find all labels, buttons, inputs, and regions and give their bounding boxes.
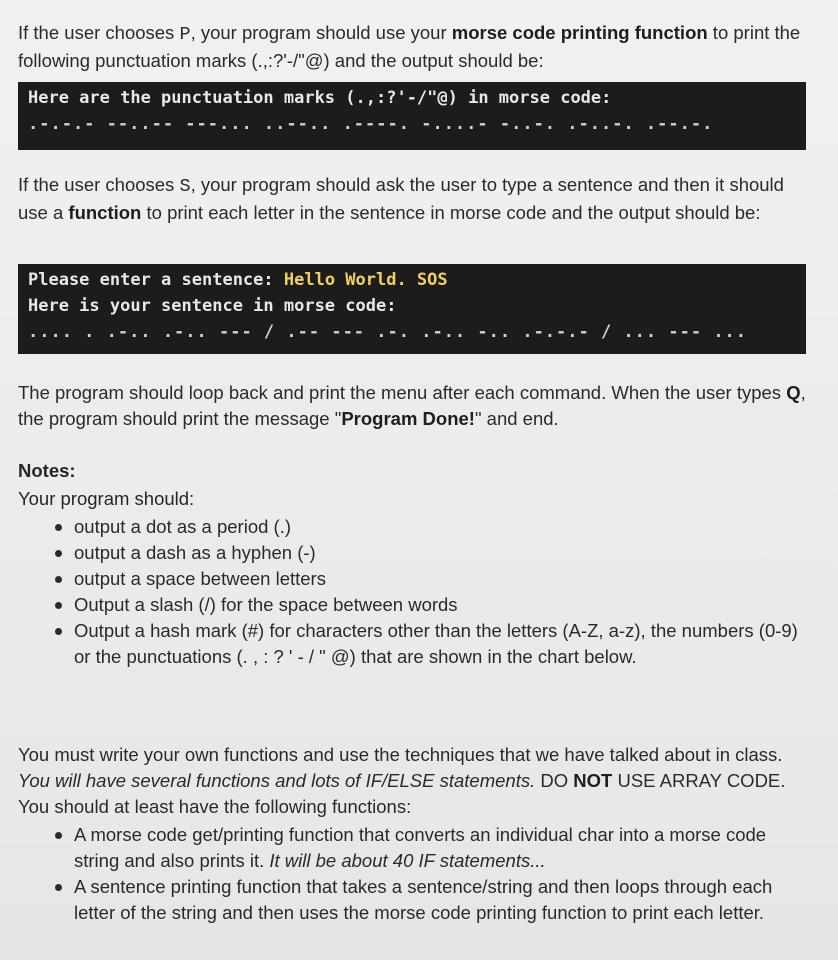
bold-term: NOT xyxy=(573,770,613,791)
console-line: Here is your sentence in morse code: xyxy=(28,296,397,316)
console-output-sentence xyxy=(18,264,806,354)
list-item xyxy=(18,566,808,592)
required-functions-list xyxy=(18,822,808,926)
notes-heading: Notes: xyxy=(18,460,76,481)
bullet-icon xyxy=(55,628,62,635)
paragraph-choice-s xyxy=(18,172,818,226)
text-fragment: If the user chooses xyxy=(18,22,180,43)
bullet-icon xyxy=(55,602,62,609)
text-fragment: " and end. xyxy=(474,408,559,429)
list-item-text: A morse code get/printing function that converts an individual char into a morse code string and also prints it. xyxy=(74,824,767,871)
option-letter-p: P xyxy=(179,24,191,45)
list-item-text: A sentence printing function that takes a sentence/string and then loops through each letter of the string and then uses the morse code printing function to print each letter. xyxy=(74,876,773,923)
paragraph-choice-p xyxy=(18,20,818,74)
paragraph-quit xyxy=(18,380,818,432)
option-letter-s: S xyxy=(179,176,191,197)
text-fragment: , your program should use your xyxy=(190,22,452,43)
bold-term: Program Done! xyxy=(341,408,475,429)
text-fragment: , the program should print the message " xyxy=(18,382,806,429)
bullet-icon xyxy=(55,832,62,839)
console-morse-line: .-.-.- --..-- ---... ..--.. .----. -....- -..-. .-..-. .--.-. xyxy=(28,114,714,134)
text-fragment: to print the following punctuation marks (.,:?'-/"@) and the output should be: xyxy=(18,22,801,71)
list-item xyxy=(18,592,808,618)
text-fragment: The program should loop back and print the menu after each command. When the user types xyxy=(18,382,787,403)
bullet-icon xyxy=(55,550,62,557)
list-item-text: Output a slash (/) for the space between words xyxy=(74,594,458,615)
console-user-input: Hello World. SOS xyxy=(283,270,448,290)
notes-list xyxy=(18,514,808,670)
bullet-icon xyxy=(55,884,62,891)
list-item xyxy=(18,540,808,566)
list-item xyxy=(18,618,808,670)
list-item-text: output a space between letters xyxy=(74,568,326,589)
text-fragment: If the user chooses xyxy=(18,174,180,195)
list-item xyxy=(18,514,808,540)
console-prompt: Please enter a sentence: xyxy=(28,270,284,290)
italic-note: It will be about 40 IF statements... xyxy=(269,850,546,871)
list-item-text: Output a hash mark (#) for characters other than the letters (A-Z, a-z), the numbers (0-9) or the punctuations (. , : ? ' - / " @) that are shown in the chart below. xyxy=(74,620,798,667)
option-letter-q: Q xyxy=(786,382,801,403)
notes-subheading: Your program should: xyxy=(18,488,195,509)
list-item xyxy=(18,874,808,926)
bold-term: morse code printing function xyxy=(451,22,708,43)
list-item-text: output a dot as a period (.) xyxy=(74,516,291,537)
text-fragment: USE ARRAY CODE. You should at least have the following functions: xyxy=(18,770,786,817)
console-morse-line: .... . .-.. .-.. --- / .-- --- .-. .-.. -.. .-.-.- / ... --- ... xyxy=(28,322,748,342)
text-fragment: DO xyxy=(535,770,574,791)
text-fragment: , your program should ask the user to type a sentence and then it should use a xyxy=(18,174,784,223)
console-line: Here are the punctuation marks (.,:?'-/"@) in morse code: xyxy=(28,88,612,108)
list-item-text: output a dash as a hyphen (-) xyxy=(74,542,316,563)
console-output-punctuation xyxy=(18,82,806,150)
paragraph-requirements xyxy=(18,742,818,820)
list-item xyxy=(18,822,808,874)
text-fragment: You must write your own functions and use the techniques that we have talked about in class. xyxy=(18,744,783,765)
text-fragment: to print each letter in the sentence in morse code and the output should be: xyxy=(141,202,761,223)
italic-note: You will have several functions and lots of IF/ELSE statements. xyxy=(18,770,536,791)
bold-term: function xyxy=(68,202,142,223)
bullet-icon xyxy=(55,524,62,531)
bullet-icon xyxy=(55,576,62,583)
